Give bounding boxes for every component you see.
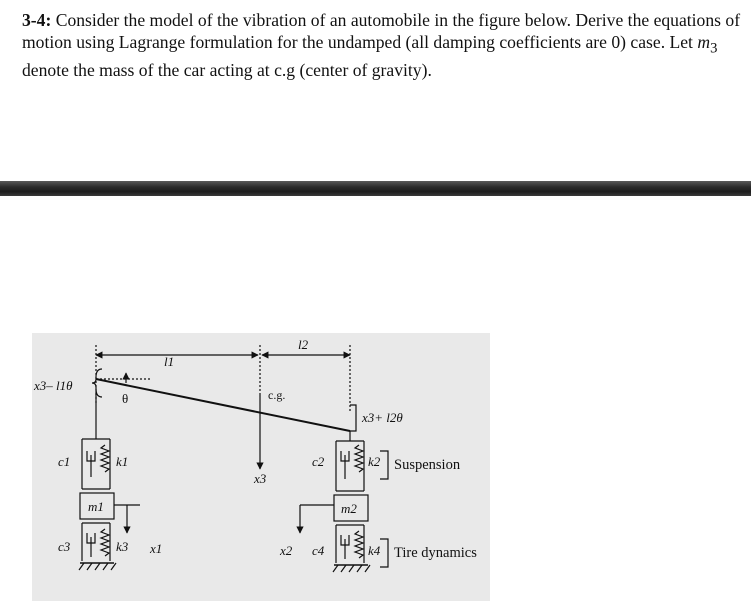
label-m2: m2 — [341, 501, 357, 516]
label-k2: k2 — [368, 454, 381, 469]
mass-variable: m — [697, 31, 711, 52]
label-m1: m1 — [88, 499, 104, 514]
label-l2: l2 — [298, 337, 309, 352]
label-x1: x1 — [150, 541, 163, 556]
label-right-displacement: x3+ l2θ — [362, 410, 403, 425]
spring-k1 — [101, 445, 109, 472]
label-x2: x2 — [280, 543, 293, 558]
mass-subscript: 3 — [710, 40, 718, 57]
label-k4: k4 — [368, 543, 381, 558]
label-left-displacement: x3– l1θ — [34, 378, 73, 393]
problem-statement — [22, 10, 742, 81]
label-k1: k1 — [116, 454, 129, 469]
label-c4: c4 — [312, 543, 325, 558]
spring-k4 — [355, 531, 363, 558]
problem-text-b: denote the mass of the car acting at c.g (center of gravity). — [22, 59, 432, 80]
label-c1: c1 — [58, 454, 71, 469]
car-body-bar — [96, 379, 350, 431]
label-x3: x3 — [254, 471, 267, 486]
label-cg: c.g. — [268, 388, 286, 402]
vehicle-model-figure — [32, 333, 490, 601]
spring-k3 — [101, 529, 109, 556]
spring-k2 — [355, 445, 363, 472]
label-tire-dynamics: Tire dynamics — [394, 545, 477, 561]
label-c2: c2 — [312, 454, 325, 469]
problem-number: 3-4: — [22, 10, 52, 30]
label-l1: l1 — [164, 354, 175, 369]
label-c3: c3 — [58, 539, 71, 554]
label-suspension: Suspension — [394, 457, 461, 473]
section-divider — [0, 181, 751, 196]
right-suspension-frame — [336, 441, 364, 491]
label-k3: k3 — [116, 539, 129, 554]
label-theta: θ — [122, 391, 129, 406]
vehicle-model-diagram — [32, 333, 490, 601]
problem-text-a: Consider the model of the vibration of an automobile in the figure below. Derive the equations of motion using Lagrange formulation for the undamped (all damping coefficients are 0) case. Let — [22, 10, 741, 52]
